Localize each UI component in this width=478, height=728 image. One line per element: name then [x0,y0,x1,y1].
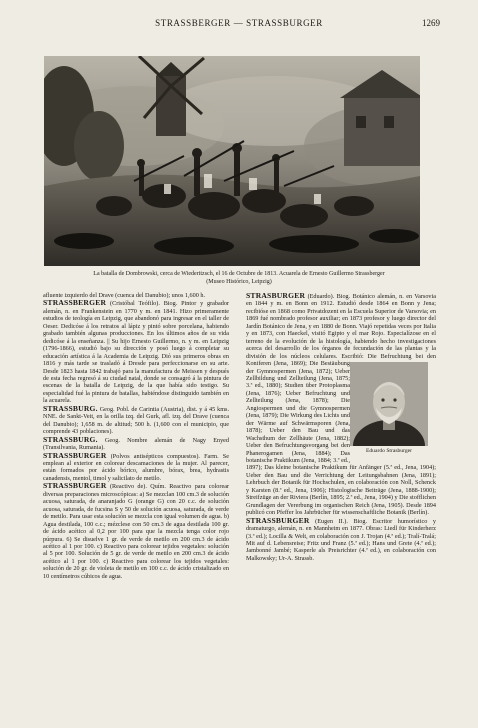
entry-headword: STRASSBURG. [43,434,98,444]
battle-painting [44,56,420,266]
entry-headword: STRASSBURGER [43,450,107,460]
entry-strasburger-eduardo: STRASBURGER (Eduardo). Biog. Botánico alemán, n. en Varsovia en 1844 y m. en Bonn en 1912. Estudió desde 1864 en Bonn y Jena; recibióse en 1868 como Privatdozent en la Escuela Superior de Varsovia; en 1869 fué nombrado profesor auxiliar; en 1873 profesor y luego director del Jardín Botánico de Jena, y en 1880 de Bonn. Viajó repetidas veces por Italia y en 1873, con Haeckel, visitó Egipto y el mar Rojo. Especialízose en el terreno de la evolución de la histología, habiendo hecho investigaciones acerca del desarrollo de los órganos de fecundación de las plantas y la división de los núcleos celulares. Escribió: Die Befruchtung bei den Koniferen (Jena, 1869); Die Bestäubung der Gymnospermen (Jena, 1872); Ueber Zellbildung und Zellteilung (Jena, 1875; 3.ª ed., 1880); Studien über Protoplasma (Jena, 1876); Ueber Befruchtung und Zellteilung (Jena, 1878); Die Angiospermen und die Gymnospermen (Jena, 1879); Die Wirkung des Lichts und der Wärme auf Schwärmsporen (Jena, 1878); Ueber den Bau und das Wachsthum der Zellhäute (Jena, 1882); Ueber den Befruchtungsvorgang bei den Phanerogamen (Jena, 1884); Das botanische Praktikum (Jena, 1884; 3.ª ed., 1897); Das kleine botanische Praktikum für Anfänger (5.ª ed., Jena, 1904); Ueber den Bau und die Verrichtung der Leitungsbahnen (Jena, 1891); Lehrbuch der Botanik für Hochschulen, en colaboración con Noll, Schenck y Karsten (8.ª ed., Jena, 1906); Histologische Beiträge (Jena, 1888-1900); Streifzüge an der Riviera (Berlín, 1895; 2.ª ed., Jena, 1904) y Die stofflichen Grundlagen der Vererbung im organischen Reich (Jena, 1905). Desde 1894 publicó con Pfeffer los Jahrbücher für wissenschaftliche Botanik (Berlín). [246,291,436,517]
entry-headword: STRASSBURGER [43,481,107,491]
battle-painting-image [44,56,420,266]
entry-headword: STRASSBERGER [43,298,107,308]
entry-headword: STRASBURGER [246,291,306,300]
caption-location: (Museo Histórico, Leipzig) [206,279,272,285]
entry-strassburger-reactivo: STRASSBURGER (Reactivo de). Quím. Reactivo para colorear diversas preparaciones microscópicas: a) Se mezclan 100 cm.3 de solución acuosa, saturada, de anaranjado G (orange G) con 20 c.c. de solución acuosa, saturada, de fucsina S y 50 de solución acuosa, saturada, de verde de metilo. Para usar esta solución se mezcla con igual volumen de agua. b) Agua destilada, 100 c.c.; mézclese con 50 cm.3 de agua destilada 100 gr. de ácido acético al 0,2 por 100 para que la mezcla tenga color rojo púrpura. 6) Se disuelve 1 gr. de verde de metilo en 200 cm.3 de ácido acético al 1 por 100. c) Reactivo para colorear tejidos vegetales: solución al 5 por 100. Solución de 5 gr. de verde de metilo en 200 cm.3 de ácido acético al 1 por 100. c) Reactivo para colorear los tejidos vegetales: solución de 20 gr. de violeta de metilo en 100 c.c. de ácido cristalizado en 10 centímetros cúbicos de agua. [43,481,229,580]
left-column [43,292,229,580]
portrait-figure [350,362,428,458]
page-header [0,18,478,32]
portrait-image [350,362,428,446]
entry-headword: STRASSBURG. [43,403,98,413]
entry-headword: STRASSBURGER [246,515,310,525]
page-number: 1269 [422,18,440,28]
running-head: STRASSBERGER — STRASSBURGER [155,18,323,28]
entry-strassburger-eugen: STRASSBURGER (Eugen II.). Biog. Escritor humorístico y dramaturgo, alemán, n. en Mannheim en 1877. Obras: Liedl für Kinderherz (3.ª ed.); Locilla & Welt, en colaboración con J. Trojan (4.ª ed.); Tralí-Tralá; Mit auf d. Lebensreise; Fritz und Franz (5.ª ed.); Hans und Grete (4.ª ed.); Jambonné Jambé; Kasperle als Preisrichter (4.ª ed.), en colaboración con Malkowsky; Ur-A. Strassb. [246,515,436,562]
entry-strassburger-polvos: STRASSBURGER (Polvos antisépticos compuestos). Farm. Se emplean al exterior en colorear descamaciones de la mujer. Al parecer, están formados por ácido bórico, alumbre, bórax, brea, hydrastis canadensis, mentol, timol y salicilato de metilo. [43,450,229,482]
entry-strassburg-transilvania: STRASSBURG. Geog. Nombre alemán de Nagy Enyed (Transilvania, Rumania). [43,434,229,452]
entry-strassberger-cristobal: STRASSBERGER (Cristóbal Teófilo). Biog. Pintor y grabador alemán, n. en Frankenstein en 1770 y m. en 1841. Hizo primeramente estudios de teología en Leipzig, que abandonó para ingresar en el taller de Oeser. Dedicóse á los retratos al lápiz y pintó sobre porcelana, habiendo grabado también algunas producciones. En los últimos años de su vida dedicóse á la enseñanza. || Su hijo Ernesto Guillermo, n. y m. en Leipzig (1796-1866), estudió bajo su dirección y posó luego á completar su educación artística á la Academia de Leipzig. Dió sus primeros obras en 1816 y más tarde se trasladó á Dresde para perfeccionarse en su arte. Desde 1823 hasta 1842 trabajó para la manufactura de Meissen y después de esta fecha regresó á su ciudad natal, donde se consagró á la pintura de escenas de la batalla de Leipzig, de la que había sido testigo. Su especialidad fué la pintura de batallas, habiéndose distinguido también en la acuarela. [43,298,229,405]
caption-title: La batalla de Dombrowski, cerca de Wiederitzsch, el 16 de Octubre de 1813. Acuarela de Ernesto Guillermo Strassberger [93,271,385,277]
painting-caption [40,270,438,286]
portrait-caption: Eduardo Strasburger [365,448,413,454]
entry-strassburg-carintia: STRASSBURG. Geog. Pobl. de Carintia (Austria), dist. y á 45 kms. NNE. de Sankt-Veit, en la orilla izq. del Gurk, afl. izq. del Drave (cuenca del Danubio); 1,658 m. de altitud; 500 h. (1,600 con el municipio, que comprende 43 poblaciones). [43,403,229,436]
entry-intro: afluente izquierdo del Drave (cuenca del Danubio); unos 1,600 h. [43,292,206,299]
